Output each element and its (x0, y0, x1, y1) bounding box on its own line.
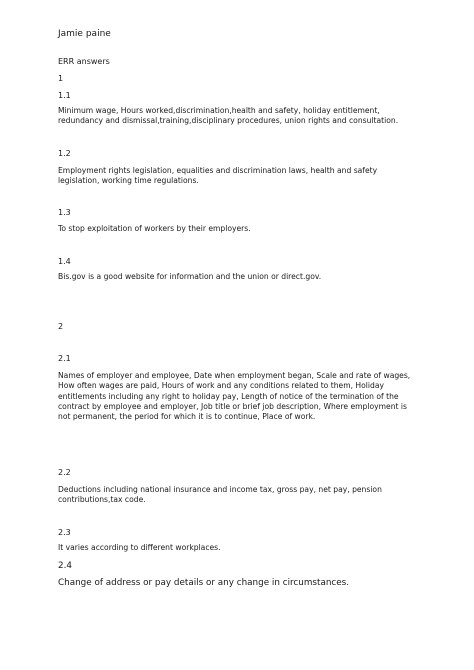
question-1-2-number: 1.2 (58, 149, 71, 158)
question-2-1-answer: Names of employer and employee, Date when employment began, Scale and rate of wages, How often wages are paid, Hours of work and any conditions related to them, Holiday entitlements including any right to holiday pay, Length of notice of the termination of the contract by employee and employer, Job title or brief job description, Where employment is not permanent, the period for which it is to continue, Place of work. (58, 371, 411, 422)
question-2-3-number: 2.3 (58, 528, 71, 537)
question-1-4-number: 1.4 (58, 257, 71, 266)
author-name: Jamie paine (58, 29, 111, 39)
question-2-2-answer: Deductions including national insurance and income tax, gross pay, net pay, pension contributions,tax code. (58, 485, 382, 505)
question-2-2-number: 2.2 (58, 468, 71, 477)
question-2-4-number: 2.4 (58, 561, 72, 571)
question-1-4-answer: Bis.gov is a good website for information and the union or direct.gov. (58, 272, 322, 281)
question-1-3-answer: To stop exploitation of workers by their employers. (58, 224, 251, 233)
question-1-1-answer: Minimum wage, Hours worked,discrimination,health and safety, holiday entitlement, redundancy and dismissal,training,disciplinary procedures, union rights and consultation. (58, 106, 399, 126)
question-2-1-number: 2.1 (58, 354, 71, 363)
question-1-3-number: 1.3 (58, 208, 71, 217)
question-1-1-number: 1.1 (58, 91, 71, 100)
section-1-number: 1 (58, 74, 64, 83)
question-1-2-answer: Employment rights legislation, equalities and discrimination laws, health and safety legislation, working time regulations. (58, 166, 378, 186)
document-title: ERR answers (58, 57, 110, 66)
section-2-number: 2 (58, 322, 64, 331)
question-2-4-answer: Change of address or pay details or any change in circumstances. (58, 578, 350, 588)
question-2-3-answer: It varies according to different workplaces. (58, 543, 221, 552)
